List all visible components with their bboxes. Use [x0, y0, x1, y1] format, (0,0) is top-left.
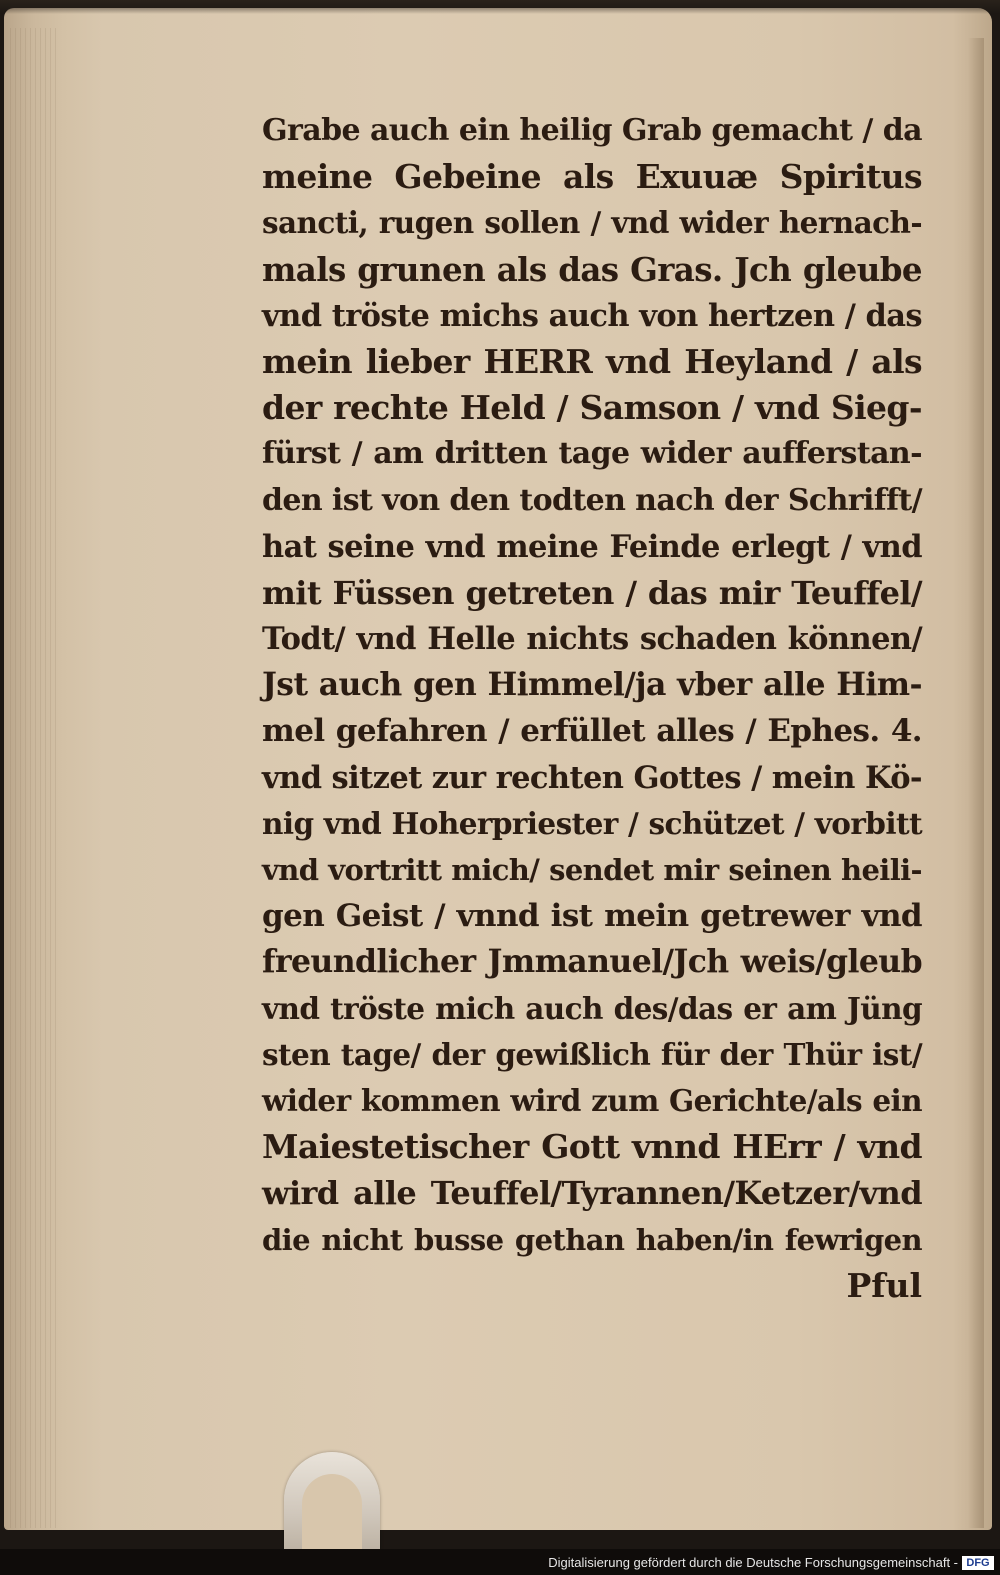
text-line: Todt/ vnd Helle nichts schaden können/ — [262, 621, 922, 658]
text-line: vnd vortritt mich/ sendet mir seinen heili- — [262, 853, 922, 887]
text-line: Jst auch gen Himmel/ja vber alle Him- — [262, 666, 922, 704]
text-line: der rechte Held / Samson / vnd Sieg- — [262, 388, 922, 428]
text-line: wird alle Teuffel/Tyrannen/Ketzer/vnd — [262, 1174, 922, 1213]
text-line: hat seine vnd meine Feinde erlegt / vnd — [262, 528, 922, 565]
top-shadow — [0, 0, 1000, 14]
text-line: die nicht busse gethan haben/in fewrigen — [262, 1222, 922, 1257]
footer-bar — [0, 1549, 1000, 1575]
catchword: Pful — [846, 1265, 922, 1305]
text-line: mals grunen als das Gras. Jch gleube — [262, 249, 922, 289]
text-line: meine Gebeine als Exuuæ Spiritus — [262, 157, 922, 197]
text-line: sten tage/ der gewißlich für der Thür ist/ — [262, 1036, 922, 1072]
text-line: Maiestetischer Gott vnnd HErr / vnd — [262, 1127, 922, 1167]
text-line: Grabe auch ein heilig Grab gemacht / da — [262, 113, 922, 148]
dfg-logo: DFG — [962, 1556, 994, 1570]
text-line: freundlicher Jmmanuel/Jch weis/gleub — [262, 943, 922, 981]
text-line: sancti, rugen sollen / vnd wider hernach- — [262, 205, 922, 241]
page-edges-left — [10, 28, 60, 1528]
text-line: mein lieber HERR vnd Heyland / als — [262, 341, 922, 381]
funding-credit: Digitalisierung gefördert durch die Deutsche Forschungsgemeinschaft - — [548, 1555, 958, 1570]
body-text — [262, 108, 922, 1309]
text-line: vnd tröste mich auch des/das er am Jüng — [262, 990, 922, 1026]
text-line: gen Geist / vnnd ist mein getrewer vnd — [262, 898, 922, 935]
text-line: nig vnd Hoherpriester / schützet / vorbitt — [262, 805, 922, 841]
page-clip — [284, 1452, 380, 1558]
text-line: fürst / am dritten tage wider aufferstan- — [262, 436, 922, 472]
text-line: mit Füssen getreten / das mir Teuffel/ — [262, 573, 922, 612]
page-edge-right — [968, 38, 984, 1528]
text-line: mel gefahren / erfüllet alles / Ephes. 4. — [262, 713, 922, 750]
text-line: vnd tröste michs auch von hertzen / das — [262, 297, 922, 334]
text-line: wider kommen wird zum Gerichte/als ein — [262, 1082, 922, 1118]
text-line: vnd sitzet zur rechten Gottes / mein Kö- — [262, 759, 922, 796]
text-line: den ist von den todten nach der Schrifft/ — [262, 482, 923, 518]
